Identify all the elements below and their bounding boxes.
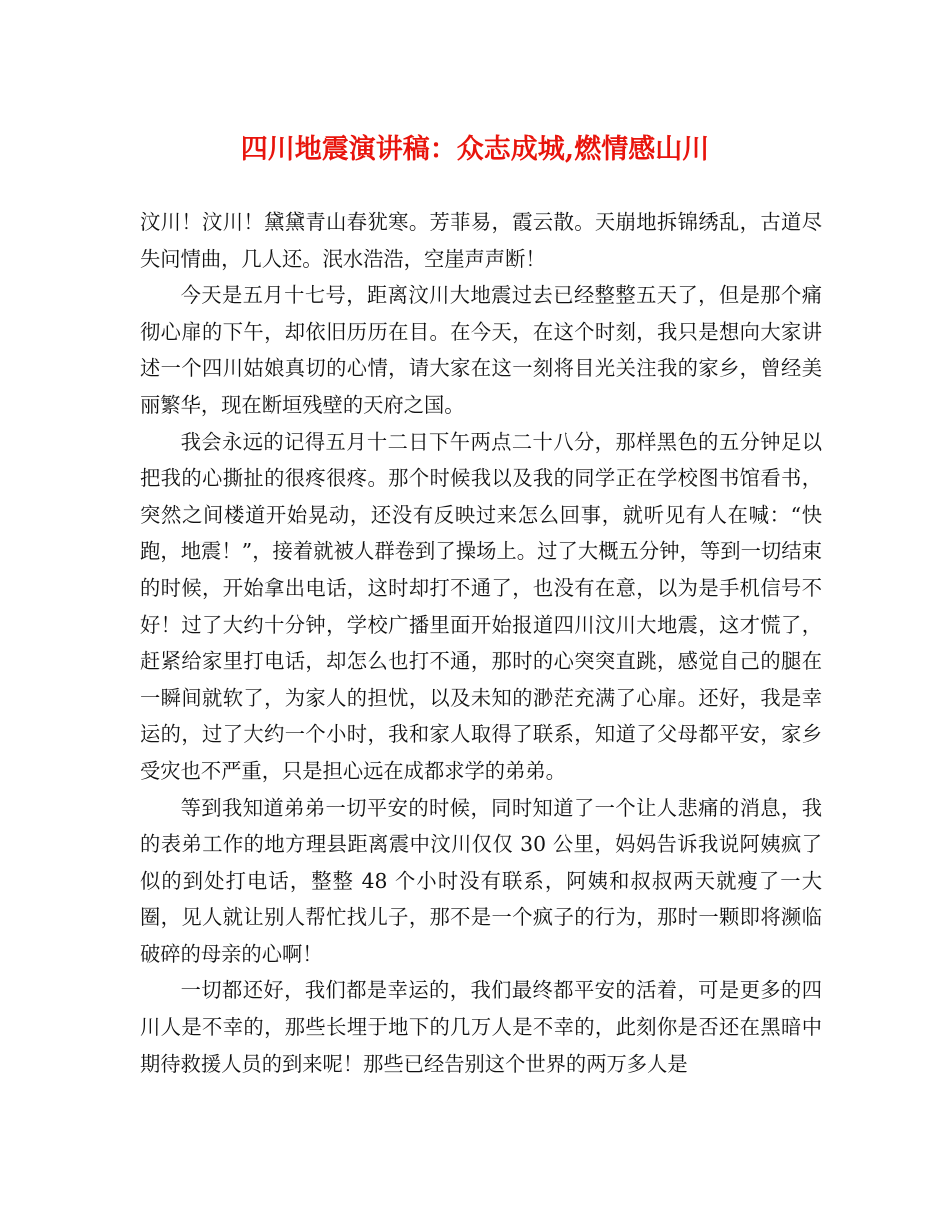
paragraph-5: 一切都还好，我们都是幸运的，我们最终都平安的活着，可是更多的四川人是不幸的，那些长埋于地下的几万人是不幸的，此刻你是否还在黑暗中期待救援人员的到来呢！那些已经告别这个世界的两万多人是 [140, 978, 822, 1076]
document-title: 四川地震演讲稿：众志成城,燃情感山川 [240, 134, 710, 165]
document-body [140, 204, 822, 1082]
paragraph-2: 今天是五月十七号，距离汶川大地震过去已经整整五天了，但是那个痛彻心扉的下午，却依旧历历在目。在今天，在这个时刻，我只是想向大家讲述一个四川姑娘真切的心情，请大家在这一刻将目光关注我的家乡，曾经美丽繁华，现在断垣残壁的天府之国。 [140, 283, 822, 417]
paragraph-3: 我会永远的记得五月十二日下午两点二十八分，那样黑色的五分钟足以把我的心撕扯的很疼很疼。那个时候我以及我的同学正在学校图书馆看书，突然之间楼道开始晃动，还没有反映过来怎么回事，就听见有人在喊：“快跑，地震！”，接着就被人群卷到了操场上。过了大概五分钟，等到一切结束的时候，开始拿出电话，这时却打不通了，也没有在意，以为是手机信号不好！过了大约十分钟，学校广播里面开始报道四川汶川大地震，这才慌了，赶紧给家里打电话，却怎么也打不通，那时的心突突直跳，感觉自己的腿在一瞬间就软了，为家人的担忧，以及未知的渺茫充满了心扉。还好，我是幸运的，过了大约一个小时，我和家人取得了联系，知道了父母都平安，家乡受灾也不严重，只是担心远在成都求学的弟弟。 [140, 429, 822, 783]
paragraph-1: 汶川！汶川！黛黛青山春犹寒。芳菲易，霞云散。天崩地拆锦绣乱，古道尽失问情曲，几人还。泯水浩浩，空崖声声断！ [140, 210, 822, 271]
paragraph-4: 等到我知道弟弟一切平安的时候，同时知道了一个让人悲痛的消息，我的表弟工作的地方理县距离震中汶川仅仅 30 公里，妈妈告诉我说阿姨疯了似的到处打电话，整整 48 个小时没有联系，阿姨和叔叔两天就瘦了一大圈，见人就让别人帮忙找儿子，那不是一个疯子的行为，那时一颗即将濒临破碎的母亲的心啊！ [140, 795, 822, 966]
